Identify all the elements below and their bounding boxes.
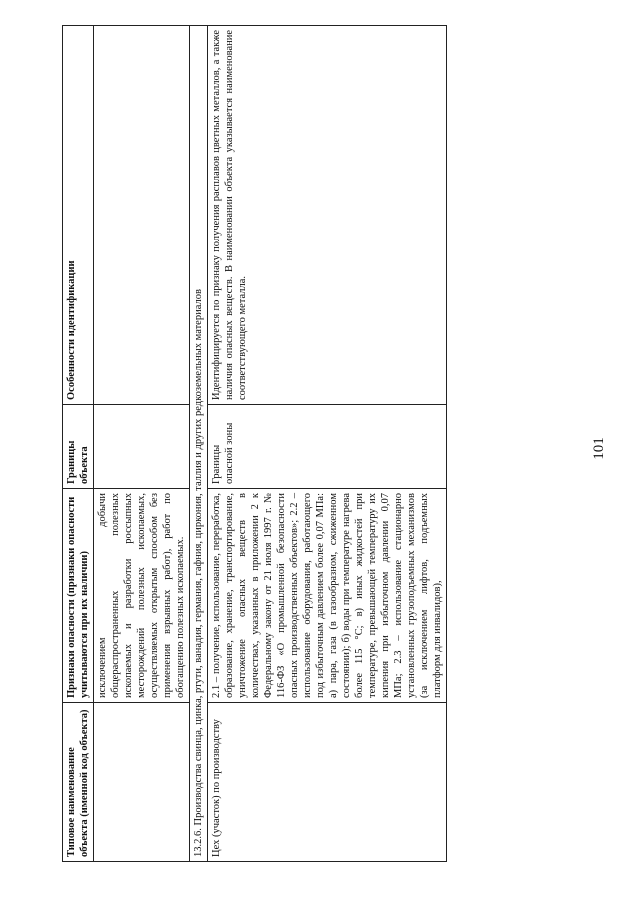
cell-boundaries: Границы опасной зоны: [208, 405, 447, 489]
header-identification: Особенности идентификации: [63, 26, 94, 405]
section-row: [190, 26, 208, 862]
cell-type-empty: [94, 703, 190, 862]
cell-features-continued: исключением добычи общераспространенных полезных ископаемых и разработки россыпных месторождений полезных ископаемых, осуществляемых открытым способом без применения взрывных работ), работ по обогащению полезных ископаемых.: [94, 489, 190, 703]
header-type: Типовое наименование объекта (именной код объекта): [63, 703, 94, 862]
rotated-table-wrapper: [62, 30, 617, 862]
table-row: [208, 26, 447, 862]
cell-identification-empty: [94, 26, 190, 405]
table-header-row: [63, 26, 94, 862]
cell-identification: Идентифицируется по признаку получения расплавов цветных металлов, а также наличия опасных веществ. В наименовании объекта указывается наименование соответствующего металла.: [208, 26, 447, 405]
section-title: 13.2.6. Производства свинца, цинка, ртути, ванадия, германия, гафния, циркония, таллия и других редкоземельных материалов: [190, 26, 208, 862]
page-number: 101: [590, 437, 607, 460]
header-boundaries: Границы объекта: [63, 405, 94, 489]
cell-boundaries-empty: [94, 405, 190, 489]
table-row: [94, 26, 190, 862]
cell-features: 2.1 – получение, использование, переработка, образование, хранение, транспортирование, уничтожение опасных веществ в количествах, указанных в приложении 2 к Федеральному закону от 21 июля 1997 г. № 116-ФЗ «О промышленной безопасности опасных производственных объектов»; 2.2 – использование оборудования, работающего под избыточным давлением более 0,07 МПа: а) пара, газа (в газообразном, сжиженном состоянии); б) воды при температуре нагрева более 115 °С; в) иных жидкостей при температуре, превышающей температуру их кипения при избыточном давлении 0,07 МПа; 2.3 – использование стационарно установленных грузоподъемных механизмов (за исключением лифтов, подъемных платформ для инвалидов),: [208, 489, 447, 703]
header-features: Признаки опасности (признаки опасности учитываются при их наличии): [63, 489, 94, 703]
identification-table: [62, 25, 447, 862]
cell-type: Цех (участок) по производству: [208, 703, 447, 862]
